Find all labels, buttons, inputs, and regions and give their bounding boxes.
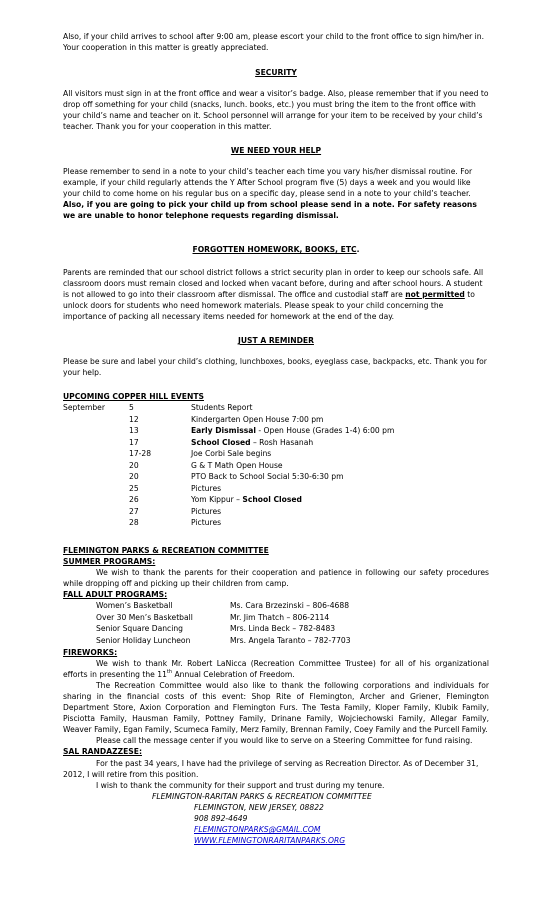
event-month: September — [63, 403, 105, 412]
summer-paragraph: We wish to thank the parents for their cooperation and patience in following our safety procedures while dropping off and picking up their children from camp. — [63, 568, 489, 588]
need-help-bold-text: Also, if you are going to pick your child up from school please send in a note. For safety reasons we are unable to honor telephone requests regarding dismissal. — [63, 200, 477, 220]
homework-heading-text: FORGOTTEN HOMEWORK, BOOKS, ETC — [192, 245, 357, 254]
event-day: 26 — [129, 495, 139, 504]
event-text: Students Report — [191, 403, 253, 412]
event-row — [63, 414, 489, 426]
event-row — [63, 471, 489, 483]
event-day: 20 — [129, 460, 139, 470]
footer-city: FLEMINGTON, NEW JERSEY, 08822 — [194, 803, 324, 812]
sal-paragraph: For the past 34 years, I have had the privilege of serving as Recreation Director. As of December 31, 2012, I will retire from this position. — [63, 759, 479, 779]
footer-email-link[interactable]: FLEMINGTONPARKS@GMAIL.COM — [194, 825, 321, 834]
homework-paragraph — [63, 267, 489, 322]
program-contact: Mrs. Angela Taranto – 782-7703 — [230, 635, 351, 645]
event-day: 28 — [129, 518, 139, 527]
event-text: Kindergarten Open House 7:00 pm — [191, 414, 324, 424]
sal-heading: SAL RANDAZZESE: — [63, 747, 142, 756]
homework-text-b: to unlock doors for students who need homework materials. Please speak to your child concerning the importance of packing all necessary items needed for homework at the end of the day. — [63, 290, 475, 321]
parks-heading: FLEMINGTON PARKS & RECREATION COMMITTEE — [63, 546, 269, 555]
program-row — [63, 600, 489, 612]
homework-heading-end: . — [356, 245, 360, 254]
call-paragraph: Please call the message center if you would like to serve on a Steering Committee for fund raising. — [96, 736, 473, 745]
fall-heading: FALL ADULT PROGRAMS: — [63, 590, 168, 599]
event-day: 20 — [129, 472, 139, 481]
program-name: Women’s Basketball — [96, 601, 173, 610]
event-row — [63, 506, 489, 518]
program-name: Over 30 Men’s Basketball — [96, 612, 193, 622]
event-text: Early Dismissal - Open House (Grades 1-4) 6:00 pm — [191, 426, 395, 435]
event-row — [63, 517, 489, 529]
event-row — [63, 483, 489, 495]
reminder-paragraph: Please be sure and label your child’s clothing, lunchboxes, books, eyeglass case, backpacks, etc. Thank you for your help. — [63, 357, 487, 377]
event-day: 13 — [129, 426, 139, 435]
program-contact: Mr. Jim Thatch – 806-2114 — [230, 612, 330, 622]
need-help-paragraph — [63, 166, 489, 221]
event-text: PTO Back to School Social 5:30-6:30 pm — [191, 472, 344, 481]
event-day: 17 — [129, 437, 139, 447]
event-row — [63, 402, 489, 414]
program-name: Senior Holiday Luncheon — [96, 635, 191, 645]
event-text: Pictures — [191, 518, 222, 527]
event-day: 5 — [129, 403, 134, 412]
events-heading: UPCOMING COPPER HILL EVENTS — [63, 392, 204, 401]
event-day: 17-28 — [129, 449, 152, 458]
event-row — [63, 448, 489, 460]
intro-paragraph: Also, if your child arrives to school after 9:00 am, please escort your child to the front office to sign him/her in. Your cooperation in this matter is greatly appreciated. — [63, 32, 485, 52]
need-help-heading: WE NEED YOUR HELP — [230, 146, 322, 155]
footer-org: FLEMINGTON-RARITAN PARKS & RECREATION COMMITTEE — [152, 792, 372, 801]
security-paragraph: All visitors must sign in at the front office and wear a visitor’s badge. Also, please remember that if you need to drop off something for your child (snacks, lunch. books, etc.) you must bring the item to the front office with your child’s name and teacher on it. School personnel will arrange for your item to be received by your child’s teacher. Thank you for your cooperation in this matter. — [63, 89, 489, 131]
program-row — [63, 635, 489, 647]
event-text: School Closed – Rosh Hasanah — [191, 437, 314, 447]
event-day: 25 — [129, 483, 139, 493]
sal-thanks: I wish to thank the community for their support and trust during my tenure. — [96, 781, 385, 790]
need-help-text: Please remember to send in a note to your child’s teacher each time you vary his/her dismissal routine. For example, if your child regularly attends the Y After School program five (5) days a week and you would like your child to come home on his regular bus on a specific day, please send in a note to your child’s teacher. — [63, 167, 473, 198]
event-day: 12 — [129, 414, 139, 424]
footer-contact-block — [152, 791, 472, 846]
event-text: Pictures — [191, 483, 222, 493]
program-name: Senior Square Dancing — [96, 624, 183, 633]
reminder-heading: JUST A REMINDER — [238, 336, 314, 345]
fireworks-paragraph: We wish to thank Mr. Robert LaNicca (Recreation Committee Trustee) for all of his organizational efforts in presenting the 11th Annual Celebration of Freedom. — [63, 659, 489, 679]
not-permitted-text: not permitted — [405, 290, 465, 299]
event-row — [63, 425, 489, 437]
event-row — [63, 460, 489, 472]
program-contact: Ms. Cara Brzezinski – 806-4688 — [230, 601, 350, 610]
committee-paragraph: The Recreation Committee would also like to thank the following corporations and individuals for sharing in the financial costs of this event: Shop Rite of Flemington, Archer and Griener, Flemington Department Store, Axion Corporation and Flemington Furs. The Testa Family, Kloper Family, Klubik Family, Pisciotta Family, Hausman Family, Pottney Family, Drinane Family, Wojciechowski Family, Allegar Family, Weaver Family, Egan Family, Scumeca Family, Merz Family, Brennan Family, Coey Family and the Purcell Family. — [63, 681, 489, 734]
event-text: Yom Kippur – School Closed — [191, 495, 302, 504]
event-text: Pictures — [191, 506, 222, 516]
event-day: 27 — [129, 506, 139, 516]
events-list — [63, 402, 489, 529]
program-row — [63, 612, 489, 624]
event-row — [63, 494, 489, 506]
footer-phone: 908 892-4649 — [194, 814, 248, 823]
summer-heading: SUMMER PROGRAMS: — [63, 557, 156, 566]
security-heading: SECURITY — [255, 68, 297, 77]
program-contact: Mrs. Linda Beck – 782-8483 — [230, 624, 336, 633]
fireworks-heading: FIREWORKS: — [63, 648, 118, 657]
homework-text-a: Parents are reminded that our school district follows a strict security plan in order to keep our schools safe. All classroom doors must remain closed and locked when vacant before, during and after school hours. A student is not allowed to go into their classroom after dismissal. The office and custodial staff are — [63, 268, 484, 299]
event-text: Joe Corbi Sale begins — [191, 449, 272, 458]
homework-heading — [63, 244, 489, 255]
event-text: G & T Math Open House — [191, 460, 283, 470]
event-row — [63, 437, 489, 449]
fall-programs-list — [63, 600, 489, 646]
program-row — [63, 623, 489, 635]
footer-web-link[interactable]: WWW.FLEMINGTONRARITANPARKS.ORG — [194, 836, 346, 845]
